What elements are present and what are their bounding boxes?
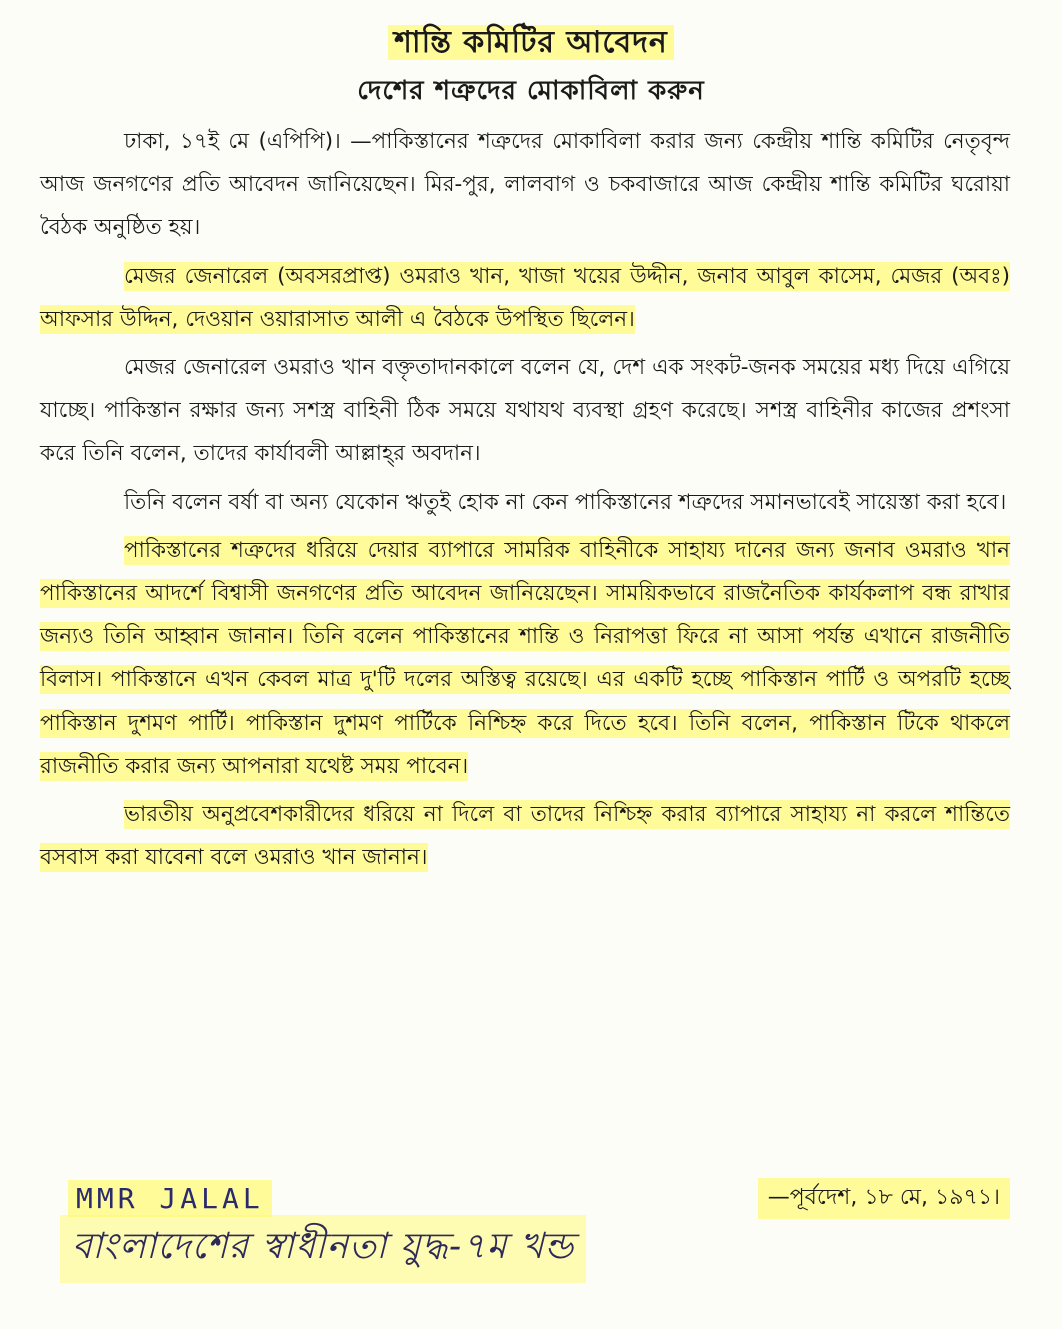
signature-name: MMR JALAL <box>68 1180 272 1217</box>
paragraph-3: মেজর জেনারেল ওমরাও খান বক্তৃতাদানকালে বলেন যে, দেশ এক সংকট-জনক সময়ের মধ্য দিয়ে এগিয়ে যাচ্ছে। পাকিস্তান রক্ষার জন্য সশস্ত্র বাহিনী ঠিক সময়ে যথাযথ ব্যবস্থা গ্রহণ করেছে। সশস্ত্র বাহিনীর কাজের প্রশংসা করে তিনি বলেন, তাদের কার্যাবলী আল্লাহ্‌র অবদান। <box>40 355 1010 467</box>
document-title <box>0 18 1062 69</box>
paragraph-5: পাকিস্তানের শত্রুদের ধরিয়ে দেয়ার ব্যাপারে সামরিক বাহিনীকে সাহায্য দানের জন্য জনাব ওমরাও খান পাকিস্তানের আদর্শে বিশ্বাসী জনগণের প্রতি আবেদন জানিয়েছেন। সাময়িকভাবে রাজনৈতিক কার্যকলাপ বন্ধ রাখার জন্যও তিনি আহ্বান জানান। তিনি বলেন পাকিস্তানের শান্তি ও নিরাপত্তা ফিরে না আসা পর্যন্ত এখানে রাজনীতি বিলাস। পাকিস্তানে এখন কেবল মাত্র দু'টি দলের অস্তিত্ব রয়েছে। এর একটি হচ্ছে পাকিস্তান পার্টি ও অপরটি হচ্ছে পাকিস্তান দুশমণ পার্টি। পাকিস্তান দুশমণ পার্টিকে নিশ্চিহ্ন করে দিতে হবে। তিনি বলেন, পাকিস্তান টিকে থাকলে রাজনীতি করার জন্য আপনারা যথেষ্ট সময় পাবেন। <box>40 537 1010 779</box>
source-citation: —পূর্বদেশ, ১৮ মে, ১৯৭১। <box>758 1178 1010 1219</box>
paragraph-4: তিনি বলেন বর্ষা বা অন্য যেকোন ঋতুই হোক না কেন পাকিস্তানের শত্রুদের সমানভাবেই সায়েস্তা করা হবে। <box>124 489 1007 515</box>
article-body <box>40 120 1010 879</box>
paragraph-1: ঢাকা, ১৭ই মে (এপিপি)। —পাকিস্তানের শত্রুদের মোকাবিলা করার জন্য কেন্দ্রীয় শান্তি কমিটির নেতৃবৃন্দ আজ জনগণের প্রতি আবেদন জানিয়েছেন। মির-পুর, লালবাগ ও চকবাজারে আজ কেন্দ্রীয় শান্তি কমিটির ঘরোয়া বৈঠক অনুষ্ঠিত হয়। <box>40 129 1010 241</box>
handwritten-note: বাংলাদেশের স্বাধীনতা যুদ্ধ-৭ম খন্ড <box>60 1215 586 1283</box>
title-text: শান্তি কমিটির আবেদন <box>388 25 674 60</box>
paragraph-2: মেজর জেনারেল (অবসরপ্রাপ্ত) ওমরাও খান, খাজা খয়ের উদ্দীন, জনাব আবুল কাসেম, মেজর (অবঃ) আফসার উদ্দিন, দেওয়ান ওয়ারাসাত আলী এ বৈঠকে উপস্থিত ছিলেন। <box>40 263 1010 332</box>
document-subtitle: দেশের শত্রুদের মোকাবিলা করুন <box>357 76 705 106</box>
paragraph-6: ভারতীয় অনুপ্রবেশকারীদের ধরিয়ে না দিলে বা তাদের নিশ্চিহ্ন করার ব্যাপারে সাহায্য না করলে শান্তিতে বসবাস করা যাবেনা বলে ওমরাও খান জানান। <box>40 802 1010 871</box>
